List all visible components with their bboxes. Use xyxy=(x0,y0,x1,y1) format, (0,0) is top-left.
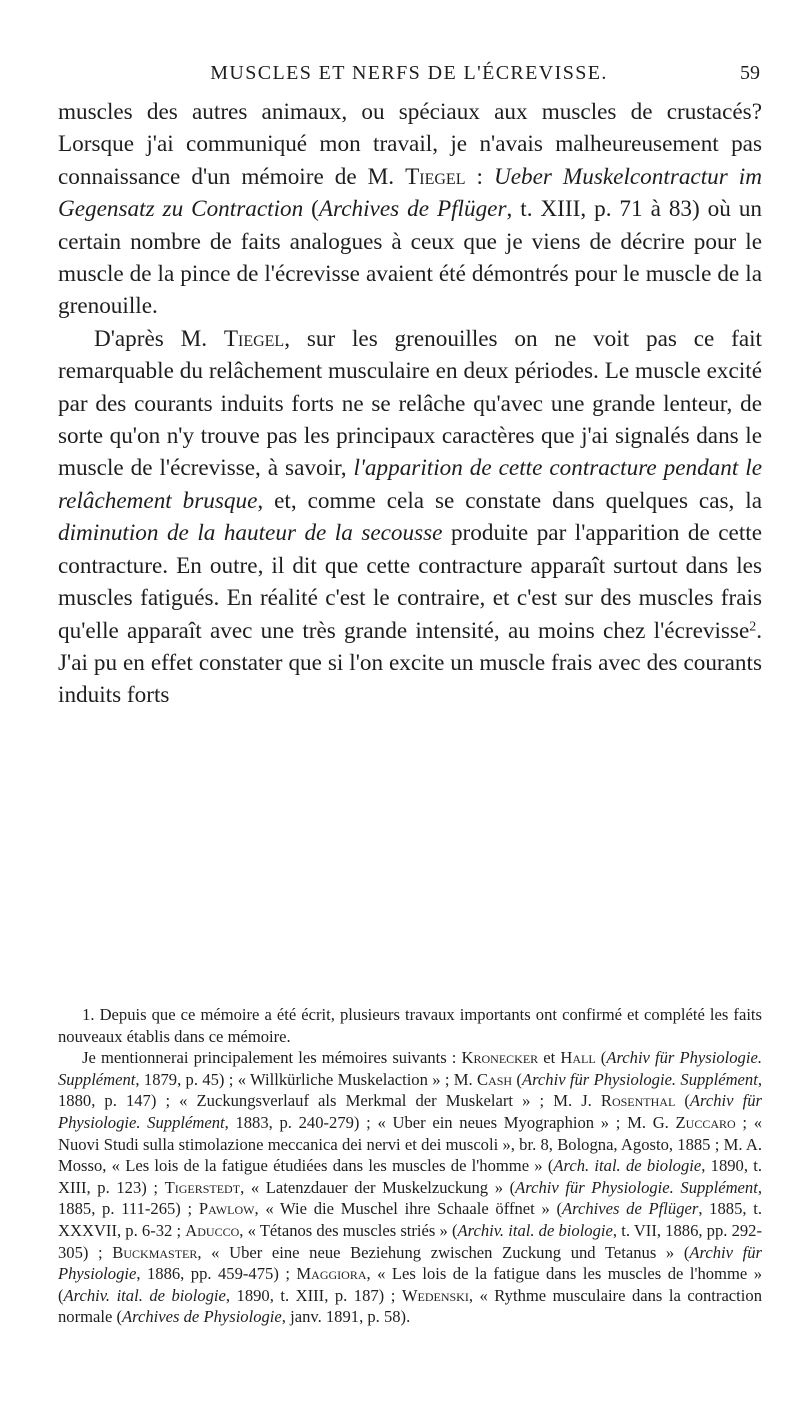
paragraph-continuation xyxy=(58,96,762,323)
text-run: produite par l'apparition de cette contracture. En outre, il dit que cette contracture apparaît surtout dans les muscles fatigués. En réalité c'est le contraire, et c'est sur des muscles frais qu'elle apparaît avec une très grande intensité, au moins chez l'écrevisse xyxy=(58,520,763,644)
text-run: , janv. 1891, p. 58). xyxy=(281,1307,411,1327)
emphasis: l'apparition de cette contracture pendant le relâchement brusque xyxy=(58,455,762,514)
author-name: Wedenski xyxy=(401,1285,469,1305)
journal-title: Archiv für Physiologie xyxy=(58,1242,762,1284)
journal-title: Archiv. ital. de biologie xyxy=(63,1285,226,1305)
author-name: Tigerstedt xyxy=(164,1177,241,1197)
text-run: , « Latenzdauer der Muskelzuckung » ( xyxy=(240,1177,516,1197)
author-name: Tiegel xyxy=(405,163,466,190)
text-run: , 1890, t. XIII, p. 123) ; xyxy=(58,1156,762,1197)
text-run: , sur les grenouilles on ne voit pas ce fait remarquable du relâchement musculaire en deux périodes. Le muscle excité par des courants induits forts ne se relâche qu'avec une grande lenteur, de sorte qu'on n'y trouve pas les principaux caractères que j'ai signalés dans le muscle de l'écrevisse, à savoir, xyxy=(58,325,762,482)
journal-title: Archiv für Physiologie. Supplément xyxy=(521,1069,758,1089)
text-run: , t. XIII, p. 71 à 83) où un certain nombre de faits analogues à ceux que je viens de décrire pour le muscle de la pince de l'écrevisse avaient été démontrés pour le muscle de la grenouille. xyxy=(58,196,763,320)
text-run: ; « Nuovi Studi sulla stimolazione meccanica dei nervi et dei muscoli », br. 8, Bologna, Agosto, 1885 ; M. A. Mosso, « Les lois de la fatigue étudiées dans les muscles de l'homme » ( xyxy=(58,1112,762,1176)
journal-title: Arch. ital. de biologie xyxy=(553,1156,702,1176)
author-name: Zuccaro xyxy=(675,1112,736,1132)
footnote-reference: 2 xyxy=(749,618,757,634)
running-head xyxy=(58,58,760,88)
journal-title: Archiv für Physiologie. Supplément xyxy=(515,1177,758,1197)
text-run: , 1885, t. XXXVII, p. 6-32 ; xyxy=(58,1199,762,1240)
text-run: , et, comme cela se constate dans quelques cas, la xyxy=(257,487,762,514)
journal-title: Archives de Pflüger xyxy=(562,1199,699,1219)
footnote: 1. Depuis que ce mémoire a été écrit, plusieurs travaux importants ont confirmé et complété les faits nouveaux établis dans ce mémoire. xyxy=(58,1005,762,1046)
author-name: Pawlow xyxy=(198,1199,255,1219)
text-run: , « Les lois de la fatigue dans les muscles de l'homme » ( xyxy=(58,1264,762,1305)
author-name: Kronecker xyxy=(461,1048,539,1068)
emphasis: diminution de la hauteur de la secousse xyxy=(58,520,443,547)
footnotes xyxy=(58,1004,762,1328)
author-name: Buckmaster xyxy=(112,1242,198,1262)
author-name: Maggiora xyxy=(296,1264,367,1284)
author-name: Cash xyxy=(477,1069,513,1089)
text-run: , 1885, p. 111-265) ; xyxy=(58,1177,762,1219)
journal-title: Archiv für Physiologie. Supplément xyxy=(58,1091,762,1132)
text-run: , t. VII, 1886, pp. 292-305) ; xyxy=(58,1220,762,1262)
text-run: , 1890, t. XIII, p. 187) ; xyxy=(225,1285,402,1305)
text-run: : xyxy=(465,163,494,190)
author-name: Aducco xyxy=(185,1220,240,1240)
text-run: D'après M. xyxy=(93,325,224,352)
text-run: , « Rythme musculaire dans la contraction normale ( xyxy=(58,1285,762,1327)
paragraph xyxy=(58,323,762,712)
running-title: MUSCLES ET NERFS DE L'ÉCREVISSE. xyxy=(210,62,608,84)
author-name: Tiegel xyxy=(223,325,285,352)
text-run: ( xyxy=(675,1091,690,1111)
text-run: , 1883, p. 240-279) ; « Uber ein neues Myographion » ; M. G. xyxy=(224,1112,676,1132)
text-run: , 1879, p. 45) ; « Willkürliche Muskelaction » ; M. xyxy=(135,1069,478,1089)
text-run: . J'ai pu en effet constater que si l'on excite un muscle frais avec des courants induits forts xyxy=(58,617,762,709)
journal-title: Archiv. ital. de biologie xyxy=(457,1220,613,1240)
text-run: , « Uber eine neue Beziehung zwischen Zuckung und Tetanus » ( xyxy=(197,1242,690,1262)
text-run: ( xyxy=(512,1069,522,1089)
cited-title: Ueber Muskelcontractur im Gegensatz zu Contraction xyxy=(58,163,762,223)
text-run: , 1880, p. 147) ; « Zuckungsverlauf als Merkmal der Muskelart » ; M. J. xyxy=(58,1069,762,1111)
text-run: Je mentionnerai principalement les mémoires suivants : xyxy=(82,1048,462,1068)
text-run: , 1886, pp. 459-475) ; xyxy=(136,1264,297,1284)
footnote-continuation xyxy=(58,1047,762,1328)
journal-title: Archiv für Physiologie. Supplément xyxy=(58,1048,762,1089)
page-number: 59 xyxy=(740,62,760,84)
text-run: muscles des autres animaux, ou spéciaux aux muscles de crustacés? Lorsque j'ai communiqué mon travail, je n'avais malheureusement pas connaissance d'un mémoire de M. xyxy=(58,99,762,190)
text-run: , « Wie die Muschel ihre Schaale öffnet » ( xyxy=(254,1199,562,1219)
author-name: Hall xyxy=(560,1048,596,1068)
author-name: Rosenthal xyxy=(600,1091,676,1111)
journal-title: Archives de Pflüger xyxy=(318,196,507,223)
text-run: ( xyxy=(595,1048,607,1068)
body-text xyxy=(58,96,762,712)
journal-title: Archives de Physiologie xyxy=(122,1307,282,1327)
text-run: et xyxy=(538,1048,561,1068)
text-run: , « Tétanos des muscles striés » ( xyxy=(239,1220,458,1240)
text-run: ( xyxy=(303,196,319,223)
